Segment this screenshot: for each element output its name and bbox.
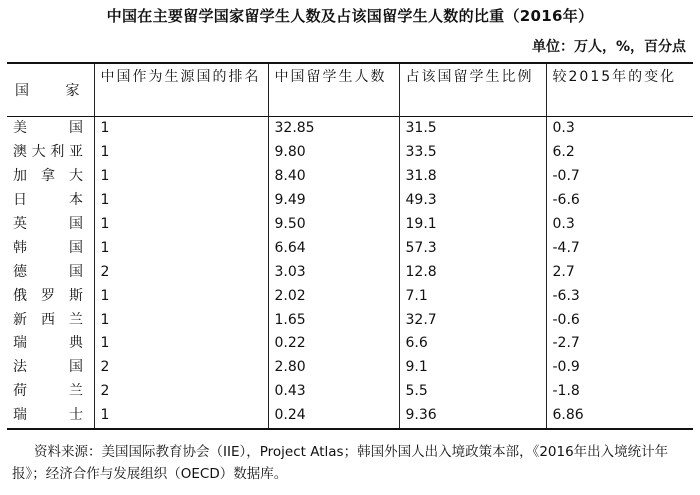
table-row bbox=[7, 236, 693, 260]
table-row bbox=[7, 356, 693, 380]
country-name: 新 西 兰 bbox=[13, 311, 83, 328]
cell-share: 31.8 bbox=[399, 165, 546, 189]
cell-country bbox=[7, 141, 94, 165]
cell-rank: 1 bbox=[94, 404, 268, 429]
cell-rank: 1 bbox=[94, 213, 268, 237]
cell-country bbox=[7, 284, 94, 308]
cell-country bbox=[7, 213, 94, 237]
cell-country bbox=[7, 165, 94, 189]
country-name: 瑞 典 bbox=[13, 335, 83, 352]
cell-students: 0.24 bbox=[268, 404, 399, 429]
table-row bbox=[7, 380, 693, 404]
cell-share: 19.1 bbox=[399, 213, 546, 237]
cell-rank: 1 bbox=[94, 141, 268, 165]
cell-share: 57.3 bbox=[399, 236, 546, 260]
cell-share: 33.5 bbox=[399, 141, 546, 165]
cell-share: 32.7 bbox=[399, 308, 546, 332]
country-name: 加 拿 大 bbox=[13, 168, 83, 185]
country-name: 俄 罗 斯 bbox=[13, 287, 83, 304]
data-table bbox=[7, 62, 693, 430]
cell-students: 9.50 bbox=[268, 213, 399, 237]
table-row bbox=[7, 117, 693, 141]
cell-share: 49.3 bbox=[399, 189, 546, 213]
table-row bbox=[7, 213, 693, 237]
cell-share: 6.6 bbox=[399, 332, 546, 356]
cell-country bbox=[7, 380, 94, 404]
cell-students: 32.85 bbox=[268, 117, 399, 141]
table-row bbox=[7, 260, 693, 284]
country-name: 日 本 bbox=[13, 192, 83, 209]
country-name: 荷 兰 bbox=[13, 383, 83, 400]
unit-note: 单位：万人，%，百分点 bbox=[531, 39, 686, 55]
country-name: 德 国 bbox=[13, 263, 83, 280]
cell-students: 1.65 bbox=[268, 308, 399, 332]
table-row bbox=[7, 404, 693, 429]
source-note: 资料来源：美国国际教育协会（IIE），Project Atlas；韩国外国人出入境政策本部，《2016年出入境统计年报》；经济合作与发展组织（OECD）数据库。 bbox=[12, 444, 669, 482]
cell-rank: 1 bbox=[94, 117, 268, 141]
header-row bbox=[7, 63, 693, 117]
cell-share: 31.5 bbox=[399, 117, 546, 141]
table-row bbox=[7, 308, 693, 332]
cell-change: -0.7 bbox=[546, 165, 693, 189]
cell-change: -0.6 bbox=[546, 308, 693, 332]
country-name: 韩 国 bbox=[13, 239, 83, 256]
cell-rank: 1 bbox=[94, 308, 268, 332]
cell-students: 2.80 bbox=[268, 356, 399, 380]
header-students: 中国留学生人数 bbox=[268, 63, 399, 117]
table-title: 中国在主要留学国家留学生人数及占该国留学生人数的比重（2016年） bbox=[106, 7, 594, 25]
cell-rank: 1 bbox=[94, 332, 268, 356]
cell-rank: 1 bbox=[94, 189, 268, 213]
cell-change: -6.3 bbox=[546, 284, 693, 308]
cell-share: 9.36 bbox=[399, 404, 546, 429]
country-name: 英 国 bbox=[13, 216, 83, 232]
header-share: 占该国留学生比例 bbox=[399, 63, 546, 117]
cell-country bbox=[7, 332, 94, 356]
cell-country bbox=[7, 236, 94, 260]
country-name: 澳 大 利 亚 bbox=[13, 144, 83, 161]
header-country: 国 家 bbox=[7, 63, 94, 117]
cell-country bbox=[7, 189, 94, 213]
table-row bbox=[7, 189, 693, 213]
cell-students: 8.40 bbox=[268, 165, 399, 189]
cell-rank: 2 bbox=[94, 260, 268, 284]
table-row bbox=[7, 141, 693, 165]
cell-rank: 1 bbox=[94, 284, 268, 308]
cell-share: 9.1 bbox=[399, 356, 546, 380]
cell-change: 0.3 bbox=[546, 213, 693, 237]
cell-change: 6.86 bbox=[546, 404, 693, 429]
cell-students: 3.03 bbox=[268, 260, 399, 284]
cell-country bbox=[7, 308, 94, 332]
cell-rank: 1 bbox=[94, 236, 268, 260]
cell-change: -2.7 bbox=[546, 332, 693, 356]
header-change: 较2015年的变化 bbox=[546, 63, 693, 117]
cell-students: 2.02 bbox=[268, 284, 399, 308]
cell-rank: 2 bbox=[94, 380, 268, 404]
cell-country bbox=[7, 356, 94, 380]
cell-country bbox=[7, 260, 94, 284]
table-row bbox=[7, 284, 693, 308]
cell-country bbox=[7, 117, 94, 141]
cell-students: 6.64 bbox=[268, 236, 399, 260]
table-row bbox=[7, 165, 693, 189]
cell-change: -4.7 bbox=[546, 236, 693, 260]
cell-country bbox=[7, 404, 94, 429]
cell-students: 9.49 bbox=[268, 189, 399, 213]
cell-share: 7.1 bbox=[399, 284, 546, 308]
cell-change: -6.6 bbox=[546, 189, 693, 213]
country-name: 瑞 士 bbox=[13, 407, 83, 424]
cell-change: 2.7 bbox=[546, 260, 693, 284]
cell-share: 12.8 bbox=[399, 260, 546, 284]
cell-change: 6.2 bbox=[546, 141, 693, 165]
cell-students: 0.43 bbox=[268, 380, 399, 404]
header-rank: 中国作为生源国的排名 bbox=[94, 63, 268, 117]
cell-change: -0.9 bbox=[546, 356, 693, 380]
cell-share: 5.5 bbox=[399, 380, 546, 404]
cell-rank: 2 bbox=[94, 356, 268, 380]
country-name: 法 国 bbox=[13, 359, 83, 376]
country-name: 美 国 bbox=[13, 120, 83, 137]
cell-change: 0.3 bbox=[546, 117, 693, 141]
table-body bbox=[7, 117, 693, 429]
cell-rank: 1 bbox=[94, 165, 268, 189]
cell-change: -1.8 bbox=[546, 380, 693, 404]
cell-students: 9.80 bbox=[268, 141, 399, 165]
cell-students: 0.22 bbox=[268, 332, 399, 356]
table-row bbox=[7, 332, 693, 356]
